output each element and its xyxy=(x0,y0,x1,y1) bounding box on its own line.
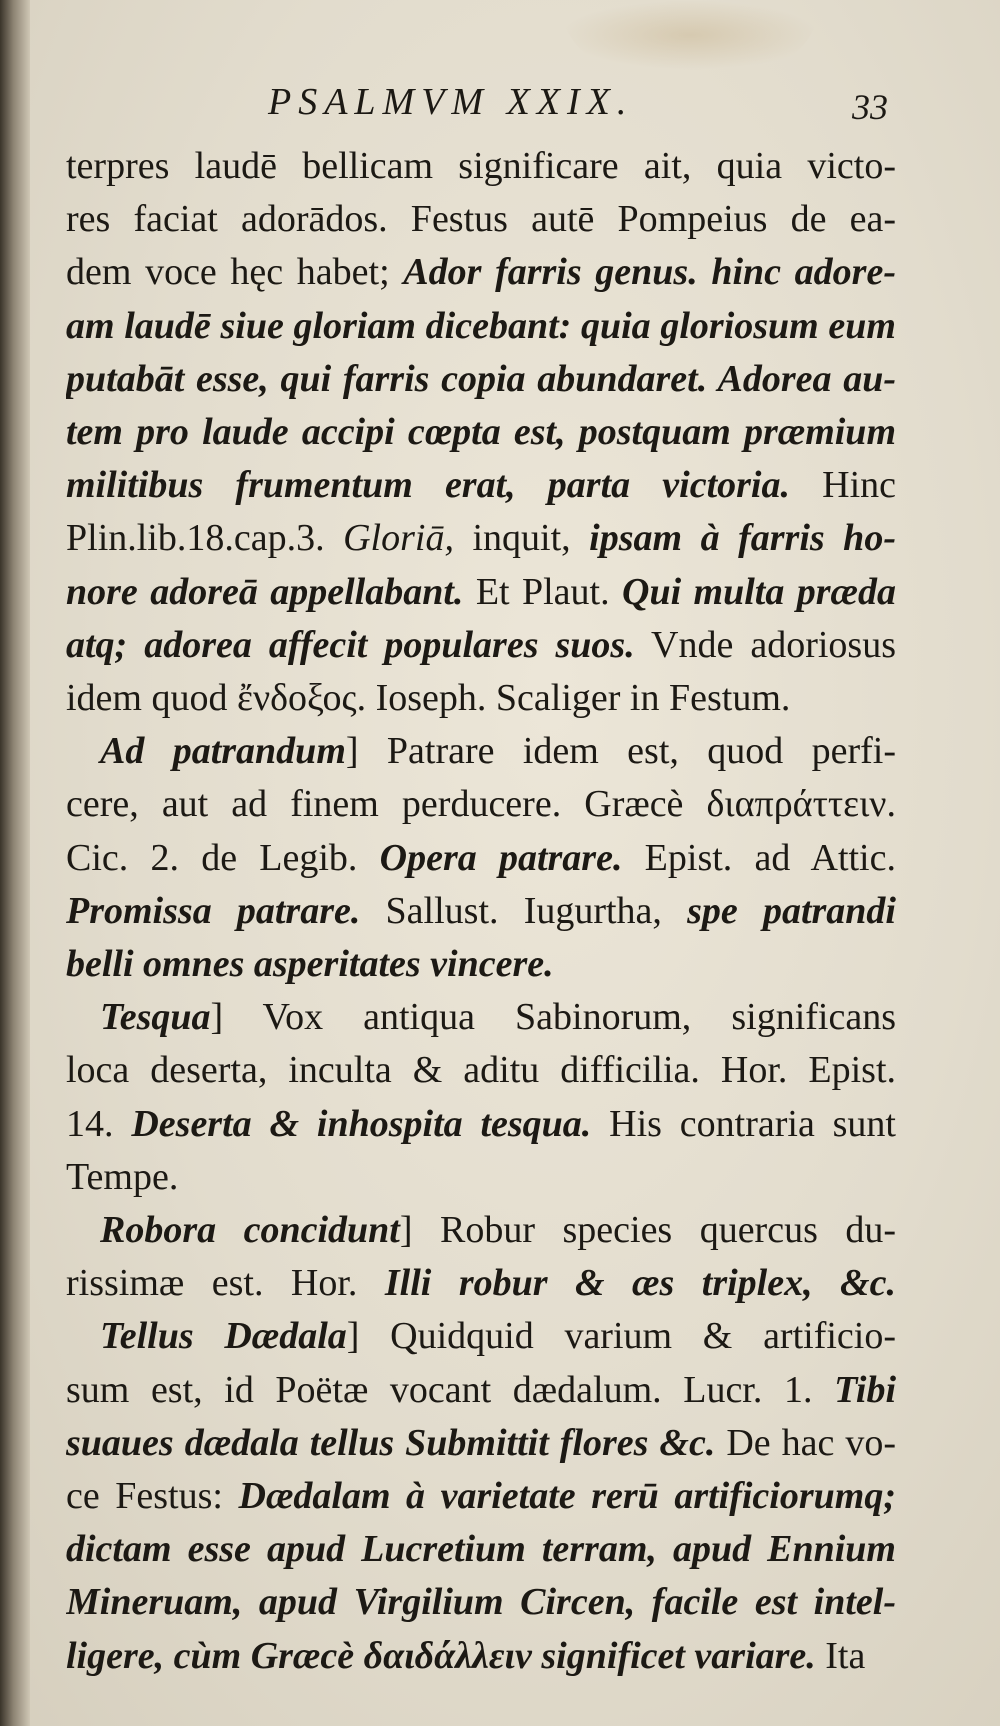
text-run: ] Patrare idem est, quod perfi- xyxy=(345,730,896,773)
text-run: Deserta & inhospita tesqua. xyxy=(131,1102,592,1145)
text-run: Tibi xyxy=(834,1368,896,1411)
body-text xyxy=(66,140,896,1683)
text-line xyxy=(66,885,896,938)
text-run: Robora concidunt xyxy=(100,1209,400,1252)
text-line xyxy=(66,672,896,725)
text-line xyxy=(66,1523,896,1576)
text-line xyxy=(66,1204,896,1257)
text-run: Plin.lib.18.cap.3. xyxy=(66,517,344,560)
text-run: belli omnes asperitates vincere. xyxy=(66,943,554,986)
text-line xyxy=(66,1257,896,1310)
text-run: Gloriā, xyxy=(343,517,454,560)
text-run: dictam esse apud Lucretium terram, apud Ennium xyxy=(66,1528,896,1571)
text-run: res faciat adorādos. Festus autē Pompeius de ea- xyxy=(66,198,896,241)
text-line xyxy=(66,1470,896,1523)
text-line xyxy=(66,353,896,406)
text-line xyxy=(66,1044,896,1097)
text-run: ce Festus: xyxy=(66,1475,239,1518)
text-line xyxy=(66,406,896,459)
text-run: De hac vo- xyxy=(715,1421,896,1464)
text-line xyxy=(66,246,896,299)
text-line xyxy=(66,193,896,246)
text-line xyxy=(66,991,896,1044)
text-line xyxy=(66,725,896,778)
paper-stain xyxy=(560,0,820,70)
text-run: rissimæ est. Hor. xyxy=(66,1262,385,1305)
text-run: am laudē siue gloriam dicebant: quia gloriosum eum xyxy=(66,304,896,347)
text-run: Tempe. xyxy=(66,1155,179,1198)
text-line xyxy=(66,778,896,831)
text-line xyxy=(66,1151,896,1204)
text-run: Vnde adoriosus xyxy=(634,623,896,666)
text-run: Illi robur & æs triplex, &c. xyxy=(384,1262,896,1305)
text-run: sum est, id Poëtæ vocant dædalum. Lucr. 1. xyxy=(66,1368,835,1411)
text-run: Tellus Dædala xyxy=(100,1315,347,1358)
text-line xyxy=(66,832,896,885)
text-run: Ita xyxy=(815,1634,866,1677)
text-run: ] Quidquid varium & artificio- xyxy=(346,1315,896,1358)
text-run: nore adoreā appellabant. xyxy=(66,570,464,613)
text-line xyxy=(66,1098,896,1151)
text-line xyxy=(66,1364,896,1417)
text-run: His contraria sunt xyxy=(591,1102,896,1145)
text-line xyxy=(66,512,896,565)
text-line xyxy=(66,938,896,991)
text-run: Epist. ad Attic. xyxy=(622,836,896,879)
text-run: idem quod ἔνδοξος. Ioseph. Scaliger in Festum. xyxy=(66,677,791,720)
text-run: Dædalam à varietate rerū artificiorumq; xyxy=(238,1475,896,1518)
text-run: Promissa patrare. xyxy=(66,889,361,932)
text-run: Et Plaut. xyxy=(463,570,623,613)
text-run: Ador farris genus. hinc adore- xyxy=(403,251,896,294)
text-run: Sallust. Iugurtha, xyxy=(360,889,688,932)
text-run: atq; adorea affecit populares suos. xyxy=(66,623,635,666)
text-line xyxy=(66,1417,896,1470)
text-run: ipsam à farris ho- xyxy=(589,517,896,560)
text-run: Qui multa præda xyxy=(622,570,896,613)
text-line xyxy=(66,1310,896,1363)
text-run: ] Robur species quercus du- xyxy=(399,1209,896,1252)
text-run: Mineruam, apud Virgilium Circen, facile est intel- xyxy=(66,1581,896,1624)
text-run: ligere, cùm Græcè δαιδάλλειν significet variare. xyxy=(66,1634,816,1677)
text-line xyxy=(66,619,896,672)
text-run: inquit, xyxy=(453,517,590,560)
text-run: spe patrandi xyxy=(687,889,896,932)
text-line xyxy=(66,459,896,512)
text-run: Ad patrandum xyxy=(100,730,346,773)
text-run: 14. xyxy=(66,1102,132,1145)
text-run: cere, aut ad finem perducere. Græcè διαπράττειν. xyxy=(66,783,896,826)
text-line xyxy=(66,1576,896,1629)
text-line xyxy=(66,1630,896,1683)
text-line xyxy=(66,140,896,193)
text-run: Cic. 2. de Legib. xyxy=(66,836,380,879)
text-line xyxy=(66,566,896,619)
page-number: 33 xyxy=(852,87,888,127)
text-run: tem pro laude accipi cœpta est, postquam præmium xyxy=(66,411,896,454)
text-run: putabāt esse, qui farris copia abundaret. Adorea au- xyxy=(66,357,896,400)
text-run: Tesqua xyxy=(100,996,211,1039)
text-run: militibus frumentum erat, parta victoria. xyxy=(66,464,790,507)
text-run: ] Vox antiqua Sabinorum, significans xyxy=(210,996,896,1039)
page-gutter xyxy=(0,0,30,1726)
text-run: Opera patrare. xyxy=(379,836,623,879)
text-line xyxy=(66,300,896,353)
text-run: loca deserta, inculta & aditu difficilia. Hor. Epist. xyxy=(66,1049,896,1092)
text-run: dem voce hęc habet; xyxy=(66,251,404,294)
text-run: terpres laudē bellicam significare ait, quia victo- xyxy=(66,145,896,187)
running-head: PSALMVM XXIX. xyxy=(268,81,634,123)
text-run: Hinc xyxy=(789,464,896,507)
text-run: suaues dædala tellus Submittit flores &c. xyxy=(66,1421,716,1464)
